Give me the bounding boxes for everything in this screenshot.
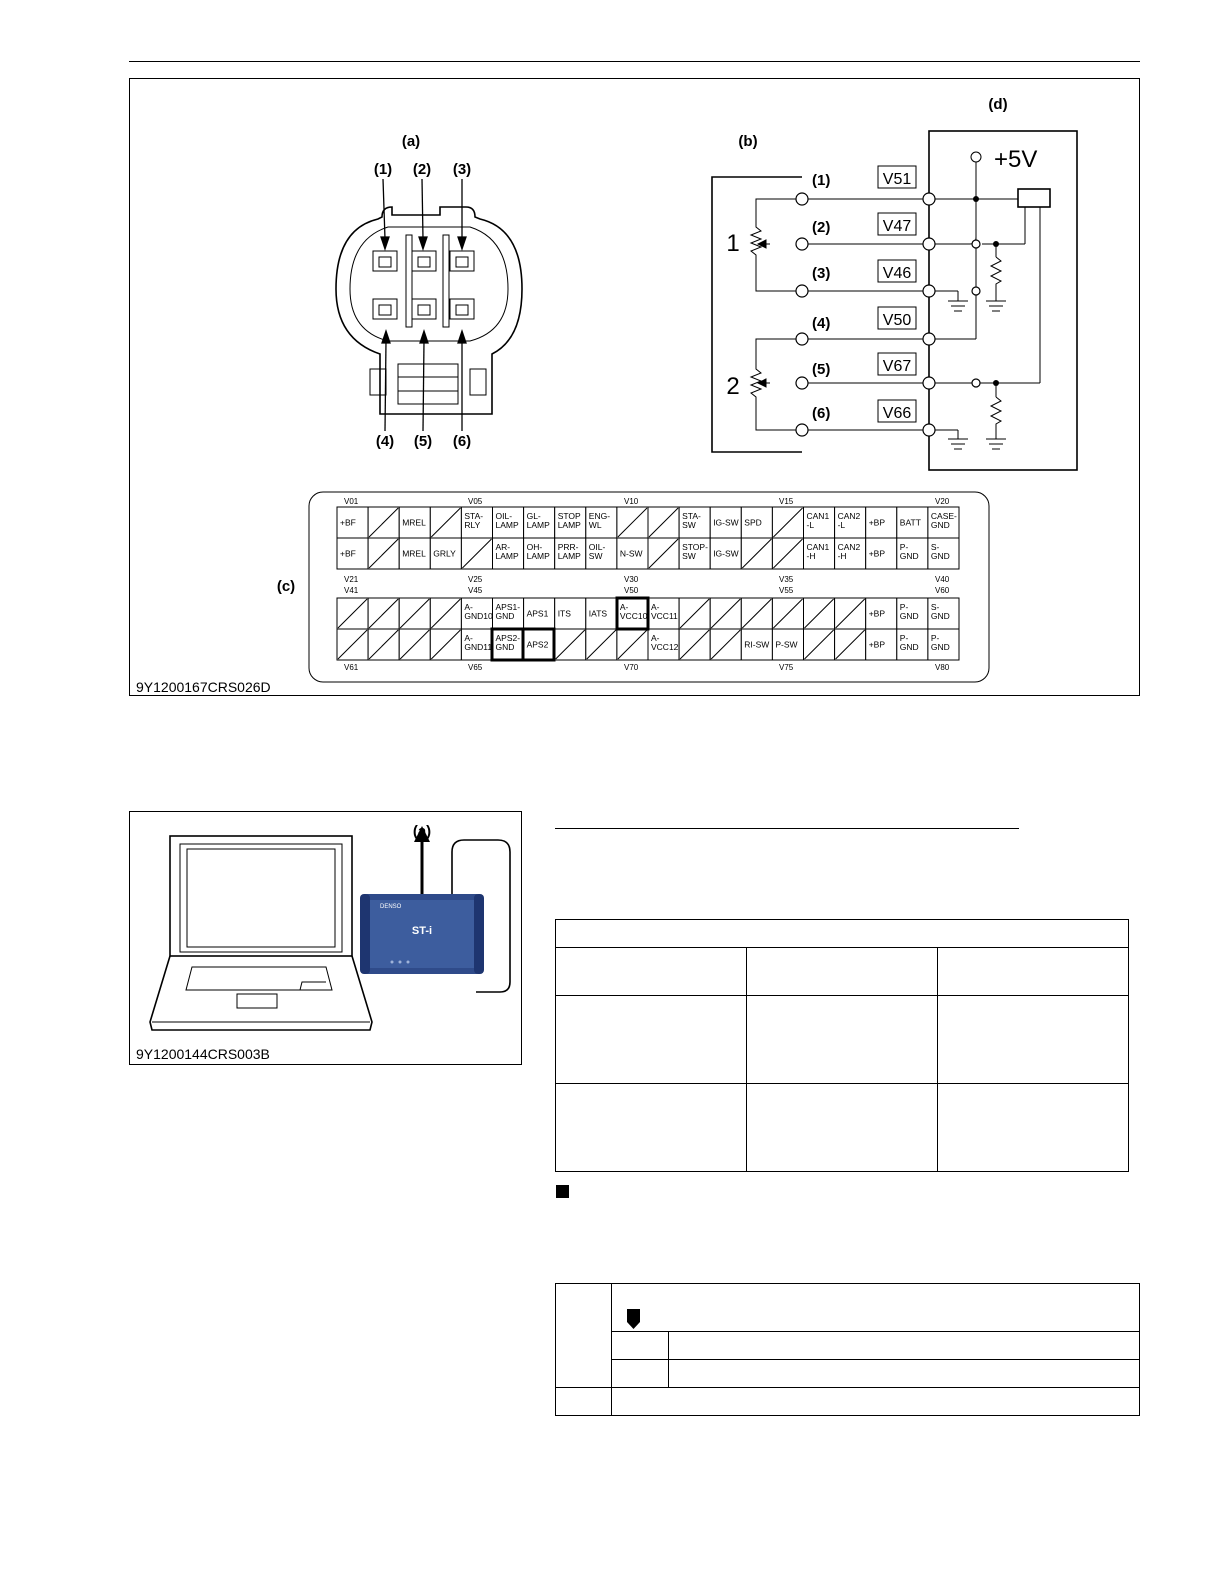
circuit-pin-1: (1) xyxy=(812,172,831,189)
spec-table-header xyxy=(556,920,1129,948)
ecu-pin-label: N-SW xyxy=(619,548,643,559)
v65-label: V65 xyxy=(468,663,483,672)
ecu-pin-label: P-GND xyxy=(899,602,919,621)
ecu-pin-label: +BF xyxy=(340,548,356,559)
procedure-cell xyxy=(556,1388,612,1416)
connector-pin-3-label: (3) xyxy=(452,161,472,178)
v45-label: V45 xyxy=(468,586,483,595)
connector-diagram-svg xyxy=(130,79,1141,697)
figure-connector-diagram xyxy=(129,78,1140,696)
ecu-pin-label: ITS xyxy=(557,608,571,619)
diagnostic-tool-svg xyxy=(130,812,523,1066)
pointer-badge-icon xyxy=(626,1308,642,1330)
ecu-pin-label: P-GND xyxy=(930,633,950,652)
v35-label: V35 xyxy=(779,575,794,584)
ecu-pin-label: SPD xyxy=(744,517,762,528)
label-a-device: (a) xyxy=(412,823,432,840)
ecu-pin-label: OH-LAMP xyxy=(526,542,550,561)
v10-label: V10 xyxy=(624,497,639,506)
v55-label: V55 xyxy=(779,586,794,595)
ecu-pin-label: STOP LAMP xyxy=(557,511,581,530)
spec-cell xyxy=(747,1084,938,1172)
v21-label: V21 xyxy=(344,575,359,584)
procedure-note-cell xyxy=(612,1284,1140,1332)
v60-label: V60 xyxy=(935,586,950,595)
v20-label: V20 xyxy=(935,497,950,506)
ecu-pin-label: APS1-GND xyxy=(495,602,521,621)
ecu-pin-label: MREL xyxy=(402,548,426,559)
ecu-pin-label: CAN2 -H xyxy=(837,542,861,561)
ecu-pin-label: ENG-WL xyxy=(588,511,611,530)
ecu-pin-label: APS1 xyxy=(526,608,549,619)
circuit-pin-2: (2) xyxy=(812,219,831,236)
ecu-pin-label: CAN1 -H xyxy=(806,542,830,561)
circuit-pin-6: (6) xyxy=(812,405,831,422)
v40-label: V40 xyxy=(935,575,950,584)
terminal-v47: V47 xyxy=(882,218,912,235)
connector-pin-4-label: (4) xyxy=(375,433,395,450)
figure-2-code: 9Y1200144CRS003B xyxy=(136,1046,270,1062)
spec-cell xyxy=(747,996,938,1084)
ecu-pin-label: STA-RLY xyxy=(464,511,484,530)
v15-label: V15 xyxy=(779,497,794,506)
ecu-pin-label: RI-SW xyxy=(744,639,770,650)
page-top-rule xyxy=(129,61,1140,62)
ecu-pin-label: STOP-SW xyxy=(682,542,708,561)
ecu-pin-label: APS2 xyxy=(526,639,549,650)
sensor-2-label: 2 xyxy=(726,373,740,400)
ecu-pin-label: STA-SW xyxy=(682,511,701,530)
square-bullet-icon xyxy=(556,1185,569,1198)
ecu-pin-label: A-VCC12 xyxy=(651,633,679,652)
procedure-step-cell xyxy=(556,1284,612,1388)
ecu-connector xyxy=(309,492,989,682)
v30-label: V30 xyxy=(624,575,639,584)
ecu-pin-grid xyxy=(337,507,959,660)
spec-cell xyxy=(556,996,747,1084)
v50-label: V50 xyxy=(624,586,639,595)
figure-1-code: 9Y1200167CRS026D xyxy=(136,679,271,695)
procedure-table xyxy=(555,1283,1140,1416)
v75-label: V75 xyxy=(779,663,794,672)
ecu-pin-label: BATT xyxy=(899,517,921,528)
connector-pin-1-label: (1) xyxy=(373,161,393,178)
label-a: (a) xyxy=(401,133,421,150)
circuit-pin-4: (4) xyxy=(812,315,831,332)
spec-table xyxy=(555,919,1129,1172)
spec-col-2 xyxy=(747,948,938,996)
v25-label: V25 xyxy=(468,575,483,584)
ecu-pin-label: CAN1 -L xyxy=(806,511,830,530)
ecu-pin-label: GL-LAMP xyxy=(526,511,550,530)
ecu-pin-label: P-GND xyxy=(899,633,919,652)
ecu-pin-label: A-GND10 xyxy=(464,602,493,621)
procedure-cell xyxy=(612,1360,669,1388)
connector-pin-6-label: (6) xyxy=(452,433,472,450)
ecu-pin-label: +BP xyxy=(868,517,886,528)
sensor-1-label: 1 xyxy=(726,230,740,257)
terminal-v67: V67 xyxy=(882,358,912,375)
v01-label: V01 xyxy=(344,497,359,506)
ecu-pin-label: A-VCC11 xyxy=(651,602,678,621)
ecu-pin-label: IG-SW xyxy=(713,517,739,528)
laptop-icon xyxy=(150,836,372,1030)
spec-cell xyxy=(938,1084,1129,1172)
label-c: (c) xyxy=(276,578,296,595)
ecu-pin-label: P-GND xyxy=(899,542,919,561)
terminal-v46: V46 xyxy=(882,265,912,282)
v41-label: V41 xyxy=(344,586,359,595)
terminal-v66: V66 xyxy=(882,405,912,422)
ecu-pin-label: +BP xyxy=(868,548,886,559)
ecu-pin-label: APS2-GND xyxy=(495,633,521,652)
ecu-pin-label: AR-LAMP xyxy=(495,542,519,561)
ecu-pin-label: +BP xyxy=(868,639,886,650)
ecu-pin-label: CAN2 -L xyxy=(837,511,861,530)
v61-label: V61 xyxy=(344,663,359,672)
v80-label: V80 xyxy=(935,663,950,672)
device-name: ST-i xyxy=(411,925,433,937)
sensor-circuit xyxy=(712,131,1077,470)
ecu-pin-label: A-VCC10 xyxy=(619,602,648,621)
connector-pin-2-label: (2) xyxy=(412,161,432,178)
connector-housing xyxy=(336,179,522,431)
ecu-pin-label: MREL xyxy=(402,517,426,528)
ecu-pin-label: S-GND xyxy=(930,602,950,621)
spec-col-1 xyxy=(556,948,747,996)
ecu-pin-label: PRR-LAMP xyxy=(557,542,581,561)
ecu-pin-label: A-GND11 xyxy=(464,633,493,652)
ecu-pin-label: IATS xyxy=(588,608,608,619)
procedure-cell xyxy=(612,1388,1140,1416)
ecu-pin-label: S-GND xyxy=(930,542,950,561)
spec-cell xyxy=(556,1084,747,1172)
label-d: (d) xyxy=(988,96,1008,113)
ecu-pin-label: IG-SW xyxy=(713,548,739,559)
section-rule xyxy=(555,828,1019,829)
figure-diagnostic-tool xyxy=(129,811,522,1065)
label-b: (b) xyxy=(738,133,758,150)
st-i-device xyxy=(360,826,510,992)
procedure-cell xyxy=(669,1332,1140,1360)
procedure-cell xyxy=(612,1332,669,1360)
supply-5v-label: +5V xyxy=(994,146,1038,173)
spec-cell xyxy=(938,996,1129,1084)
v05-label: V05 xyxy=(468,497,483,506)
terminal-v50: V50 xyxy=(882,312,912,329)
terminal-v51: V51 xyxy=(882,171,912,188)
v70-label: V70 xyxy=(624,663,639,672)
device-brand: DENSO xyxy=(380,904,402,910)
circuit-pin-3: (3) xyxy=(812,265,831,282)
spec-col-3 xyxy=(938,948,1129,996)
ecu-pin-label: GRLY xyxy=(433,548,456,559)
ecu-pin-label: OIL-SW xyxy=(588,542,606,561)
connector-pin-5-label: (5) xyxy=(413,433,433,450)
ecu-pin-label: +BP xyxy=(868,608,886,619)
circuit-pin-5: (5) xyxy=(812,361,831,378)
ecu-pin-label: OIL-LAMP xyxy=(495,511,519,530)
ecu-pin-label: CASE-GND xyxy=(930,511,957,530)
ecu-pin-label: P-SW xyxy=(775,639,798,650)
procedure-cell xyxy=(669,1360,1140,1388)
ecu-pin-label: +BF xyxy=(340,517,356,528)
